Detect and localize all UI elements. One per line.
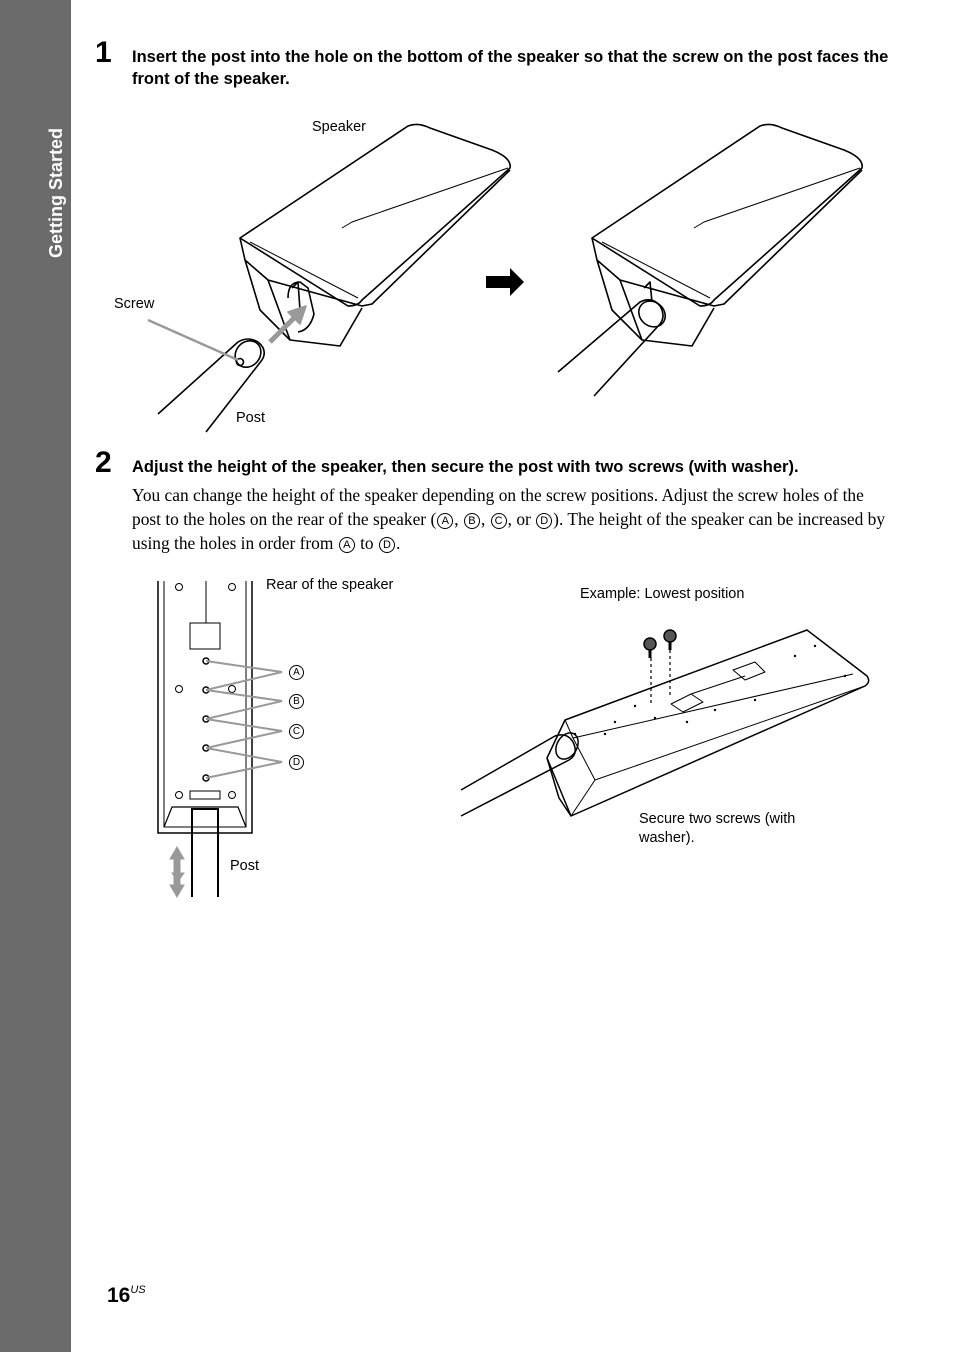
position-b-label: B: [289, 694, 304, 709]
example-position-label: Example: Lowest position: [580, 586, 745, 602]
post-label-step1: Post: [236, 410, 266, 426]
rear-of-speaker-label: Rear of the speaker: [266, 577, 394, 593]
mark-a-ref: A: [339, 537, 355, 553]
transition-arrow: [486, 268, 524, 296]
post-label-step2: Post: [230, 858, 260, 874]
page-number: $16^{US}$: [107, 1284, 146, 1307]
speaker-illustration-right: [592, 124, 862, 346]
mark-a: A: [437, 513, 453, 529]
step-2-number: 2: [95, 446, 112, 479]
screw-label: Screw: [114, 296, 155, 312]
mark-b: B: [464, 513, 480, 529]
step-1-number: 1: [95, 36, 112, 69]
step-2-body: You can change the height of the speaker depending on the screw positions. Adjust the screw holes of the post to the holes on the rear of the speaker ( A , B , C , or D ). The height of the speaker can be increased by using the holes in order from A to D .: [132, 485, 886, 553]
section-label: Getting Started: [46, 127, 66, 258]
position-c-label: C: [289, 724, 304, 739]
post-illustration-right: [558, 296, 670, 396]
step-1-illustration: [100, 110, 880, 440]
mark-c: C: [491, 513, 507, 529]
mark-d-ref: D: [379, 537, 395, 553]
secure-screws-label-1: Secure two screws (with: [639, 811, 796, 827]
rear-view-illustration: [150, 575, 310, 905]
speaker-illustration-left: [240, 124, 510, 346]
sidebar-tab: [0, 0, 71, 1352]
step-1-title: Insert the post into the hole on the bottom of the speaker so that the screw on the post faces the front of the speaker.: [132, 48, 889, 88]
mark-d: D: [536, 513, 552, 529]
speaker-label: Speaker: [312, 119, 367, 135]
position-a-label: A: [289, 665, 304, 680]
position-d-label: D: [289, 755, 304, 770]
secure-screws-label-2: washer).: [639, 830, 695, 846]
step-2-title: Adjust the height of the speaker, then secure the post with two screws (with washer).: [132, 458, 799, 476]
mounting-example-illustration: [455, 610, 875, 830]
